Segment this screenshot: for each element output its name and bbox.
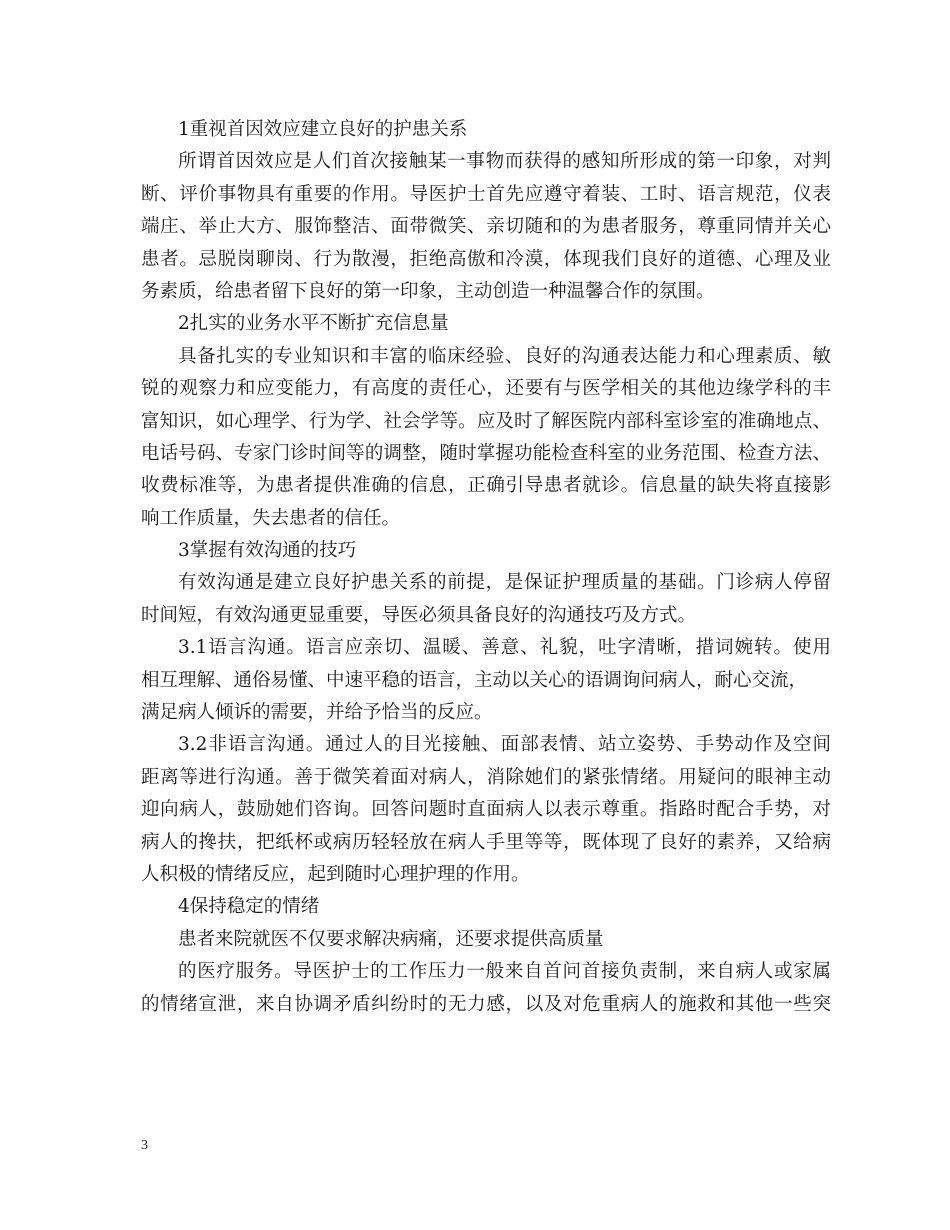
text-line: 响工作质量，失去患者的信任。	[141, 507, 401, 529]
text-line: 人积极的情绪反应，起到随时心理护理的作用。	[141, 863, 530, 885]
text-line: 务素质，给患者留下良好的第一印象，主动创造一种温馨合作的氛围。	[141, 280, 715, 302]
text-line: 3.1语言沟通。语言应亲切、温暖、善意、礼貌，吐字清晰，措词婉转。使用	[178, 637, 831, 659]
text-line: 满足病人倾诉的需要，并给予恰当的反应。	[141, 702, 493, 724]
text-line: 1重视首因效应建立良好的护患关系	[178, 119, 468, 140]
text-line: 3掌握有效沟通的技巧	[178, 540, 357, 562]
text-line: 端庄、举止大方、服饰整洁、面带微笑、亲切随和的为患者服务，尊重同情并关心	[141, 216, 831, 238]
text-line: 距离等进行沟通。善于微笑着面对病人，消除她们的紧张情绪。用疑问的眼神主动	[141, 766, 831, 788]
text-line: 患者来院就医不仅要求解决病痛，还要求提供高质量	[178, 928, 604, 950]
text-line: 的情绪宣泄，来自协调矛盾纠纷时的无力感，以及对危重病人的施救和其他一些突	[141, 993, 831, 1015]
text-line: 有效沟通是建立良好护患关系的前提，是保证护理质量的基础。门诊病人停留	[178, 572, 831, 594]
text-line: 锐的观察力和应变能力，有高度的责任心，还要有与医学相关的其他边缘学科的丰	[141, 378, 831, 400]
text-line: 病人的搀扶，把纸杯或病历轻轻放在病人手里等等，既体现了良好的素养，又给病	[141, 831, 831, 853]
text-line: 迎向病人，鼓励她们咨询。回答问题时直面病人以表示尊重。指路时配合手势，对	[141, 799, 831, 821]
text-line: 2扎实的业务水平不断扩充信息量	[178, 313, 449, 335]
text-line: 富知识，如心理学、行为学、社会学等。应及时了解医院内部科室诊室的准确地点、	[141, 410, 831, 432]
text-line: 患者。忌脱岗聊岗、行为散漫，拒绝高傲和冷漠，体现我们良好的道德、心理及业	[141, 248, 831, 270]
text-line: 3.2非语言沟通。通过人的目光接触、面部表情、站立姿势、手势动作及空间	[178, 734, 831, 756]
document-body	[141, 114, 831, 1021]
text-line: 4保持稳定的情绪	[178, 896, 320, 918]
text-line: 时间短，有效沟通更显重要，导医必须具备良好的沟通技巧及方式。	[141, 604, 697, 626]
text-line: 具备扎实的专业知识和丰富的临床经验、良好的沟通表达能力和心理素质、敏	[178, 345, 831, 367]
page-number: 3	[141, 1138, 148, 1153]
text-line: 相互理解、通俗易懂、中速平稳的语言，主动以关心的语调询问病人，耐心交流，	[141, 669, 808, 691]
text-line: 电话号码、专家门诊时间等的调整，随时掌握功能检查科室的业务范围、检查方法、	[141, 442, 831, 464]
text-line: 断、评价事物具有重要的作用。导医护士首先应遵守着装、工时、语言规范，仪表	[141, 183, 831, 205]
text-line: 的医疗服务。导医护士的工作压力一般来自首问首接负责制，来自病人或家属	[178, 961, 831, 983]
text-line: 收费标准等，为患者提供准确的信息，正确引导患者就诊。信息量的缺失将直接影	[141, 475, 831, 497]
text-line: 所谓首因效应是人们首次接触某一事物而获得的感知所形成的第一印象，对判	[178, 151, 831, 173]
